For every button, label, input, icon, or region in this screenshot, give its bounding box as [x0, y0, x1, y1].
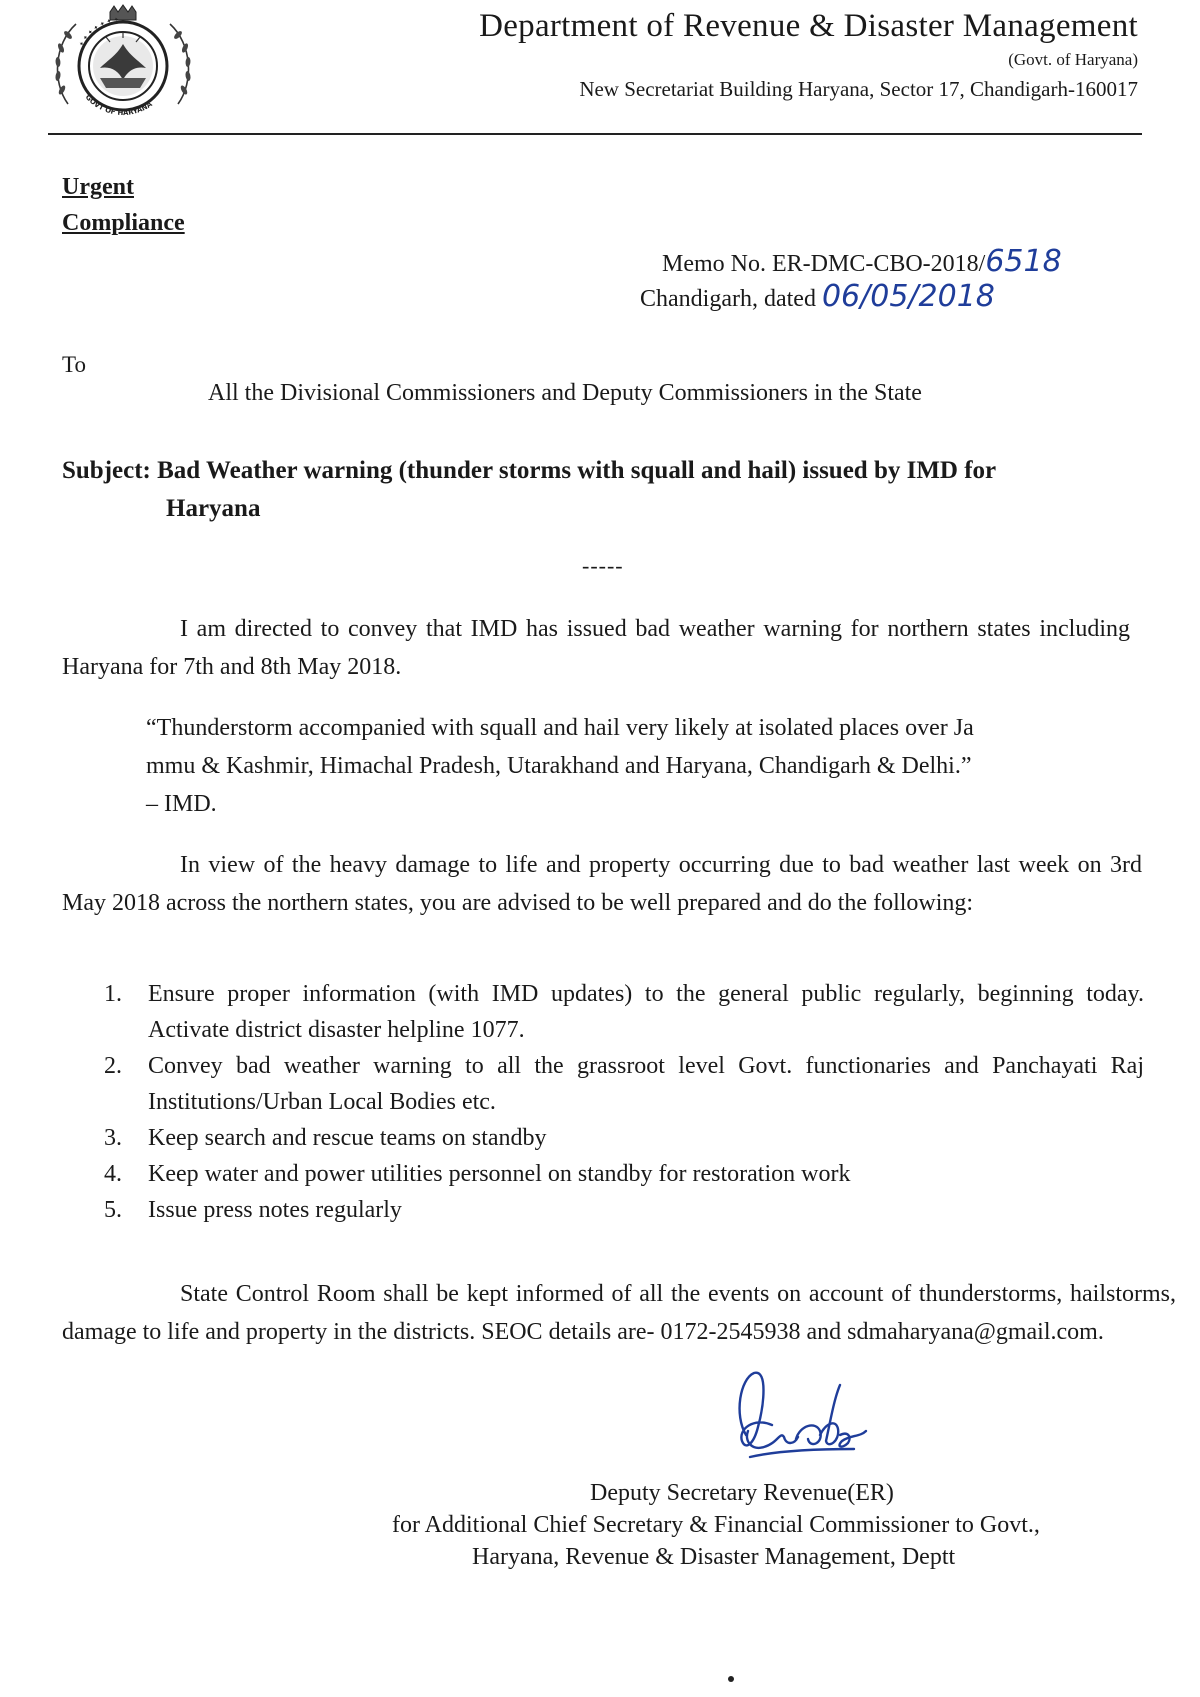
list-item-text: Ensure proper information (with IMD updates) to the general public regularly, beginning today. Activate district disaster helpline 1077.	[148, 981, 1144, 1043]
emblem-icon	[48, 4, 198, 122]
list-item	[104, 1156, 1144, 1192]
list-item-number: 2.	[104, 1053, 122, 1079]
memo-number-prefix: Memo No. ER-DMC-CBO-2018/	[662, 251, 986, 277]
to-label: To	[62, 352, 86, 377]
memo-number-line	[662, 244, 1062, 279]
list-item-text: Convey bad weather warning to all the grassroot level Govt. functionaries and Panchayati Raj Institutions/Urban Local Bodies etc.	[148, 1053, 1144, 1115]
govt-label: (Govt. of Haryana)	[1008, 50, 1138, 69]
quote-line-1: “Thunderstorm accompanied with squall and hail very likely at isolated places over Ja	[146, 715, 974, 741]
memo-number-handwritten: 6518	[985, 244, 1062, 279]
signature-icon	[724, 1365, 874, 1483]
subject-line-2: Haryana	[166, 495, 261, 522]
list-item-text: Keep search and rescue teams on standby	[148, 1125, 547, 1151]
memo-date-handwritten: 06/05/2018	[821, 279, 995, 314]
list-item	[104, 976, 1144, 1048]
list-item	[104, 1120, 1144, 1156]
compliance-label: Compliance	[62, 210, 185, 236]
paragraph-3: State Control Room shall be kept informed of all the events on account of thunderstorms, hailstorms, damage to life and property in the districts. SEOC details are- 0172-2545938 and sdmaharyana@gmail.com.	[62, 1281, 1176, 1345]
signatory-on-behalf: for Additional Chief Secretary & Financial Commissioner to Govt.,	[392, 1512, 1040, 1538]
quote-line-3: – IMD.	[146, 791, 217, 817]
paragraph-2: In view of the heavy damage to life and property occurring due to bad weather last week on 3rd May 2018 across the northern states, you are advised to be well prepared and do the following:	[62, 852, 1142, 916]
memo-date-prefix: Chandigarh, dated	[640, 286, 822, 312]
svg-text:✦ ✦ ✦ ✦ ✦ ✦ ✦: ✦ ✦ ✦ ✦ ✦ ✦ ✦	[77, 16, 120, 48]
list-item-text: Issue press notes regularly	[148, 1197, 402, 1223]
list-item-number: 4.	[104, 1161, 122, 1187]
header-divider	[48, 133, 1142, 135]
separator: -----	[582, 553, 624, 578]
paragraph-1: I am directed to convey that IMD has issued bad weather warning for northern states including Haryana for 7th and 8th May 2018.	[62, 616, 1130, 680]
list-item-number: 1.	[104, 981, 122, 1007]
memo-date-line	[640, 279, 995, 314]
urgent-label: Urgent	[62, 174, 134, 200]
signatory-designation: Deputy Secretary Revenue(ER)	[590, 1480, 894, 1506]
imd-quote	[146, 709, 1106, 823]
svg-text:GOVT OF HARYANA: GOVT OF HARYANA	[83, 93, 154, 118]
quote-line-2: mmu & Kashmir, Himachal Pradesh, Utarakhand and Haryana, Chandigarh & Delhi.”	[146, 753, 972, 779]
list-item-number: 5.	[104, 1197, 122, 1223]
list-item-text: Keep water and power utilities personnel on standby for restoration work	[148, 1161, 851, 1187]
action-list	[104, 976, 1144, 1228]
list-item-number: 3.	[104, 1125, 122, 1151]
department-name: Department of Revenue & Disaster Management	[479, 8, 1138, 44]
subject	[62, 452, 1122, 528]
scan-speck	[728, 1676, 734, 1682]
list-item	[104, 1048, 1144, 1120]
signatory-department: Haryana, Revenue & Disaster Management, Deptt	[472, 1544, 956, 1570]
subject-line-1: Subject: Bad Weather warning (thunder storms with squall and hail) issued by IMD for	[62, 457, 997, 484]
list-item	[104, 1192, 1144, 1228]
department-address: New Secretariat Building Haryana, Sector 17, Chandigarh-160017	[579, 77, 1138, 101]
addressee: All the Divisional Commissioners and Deputy Commissioners in the State	[208, 380, 922, 406]
